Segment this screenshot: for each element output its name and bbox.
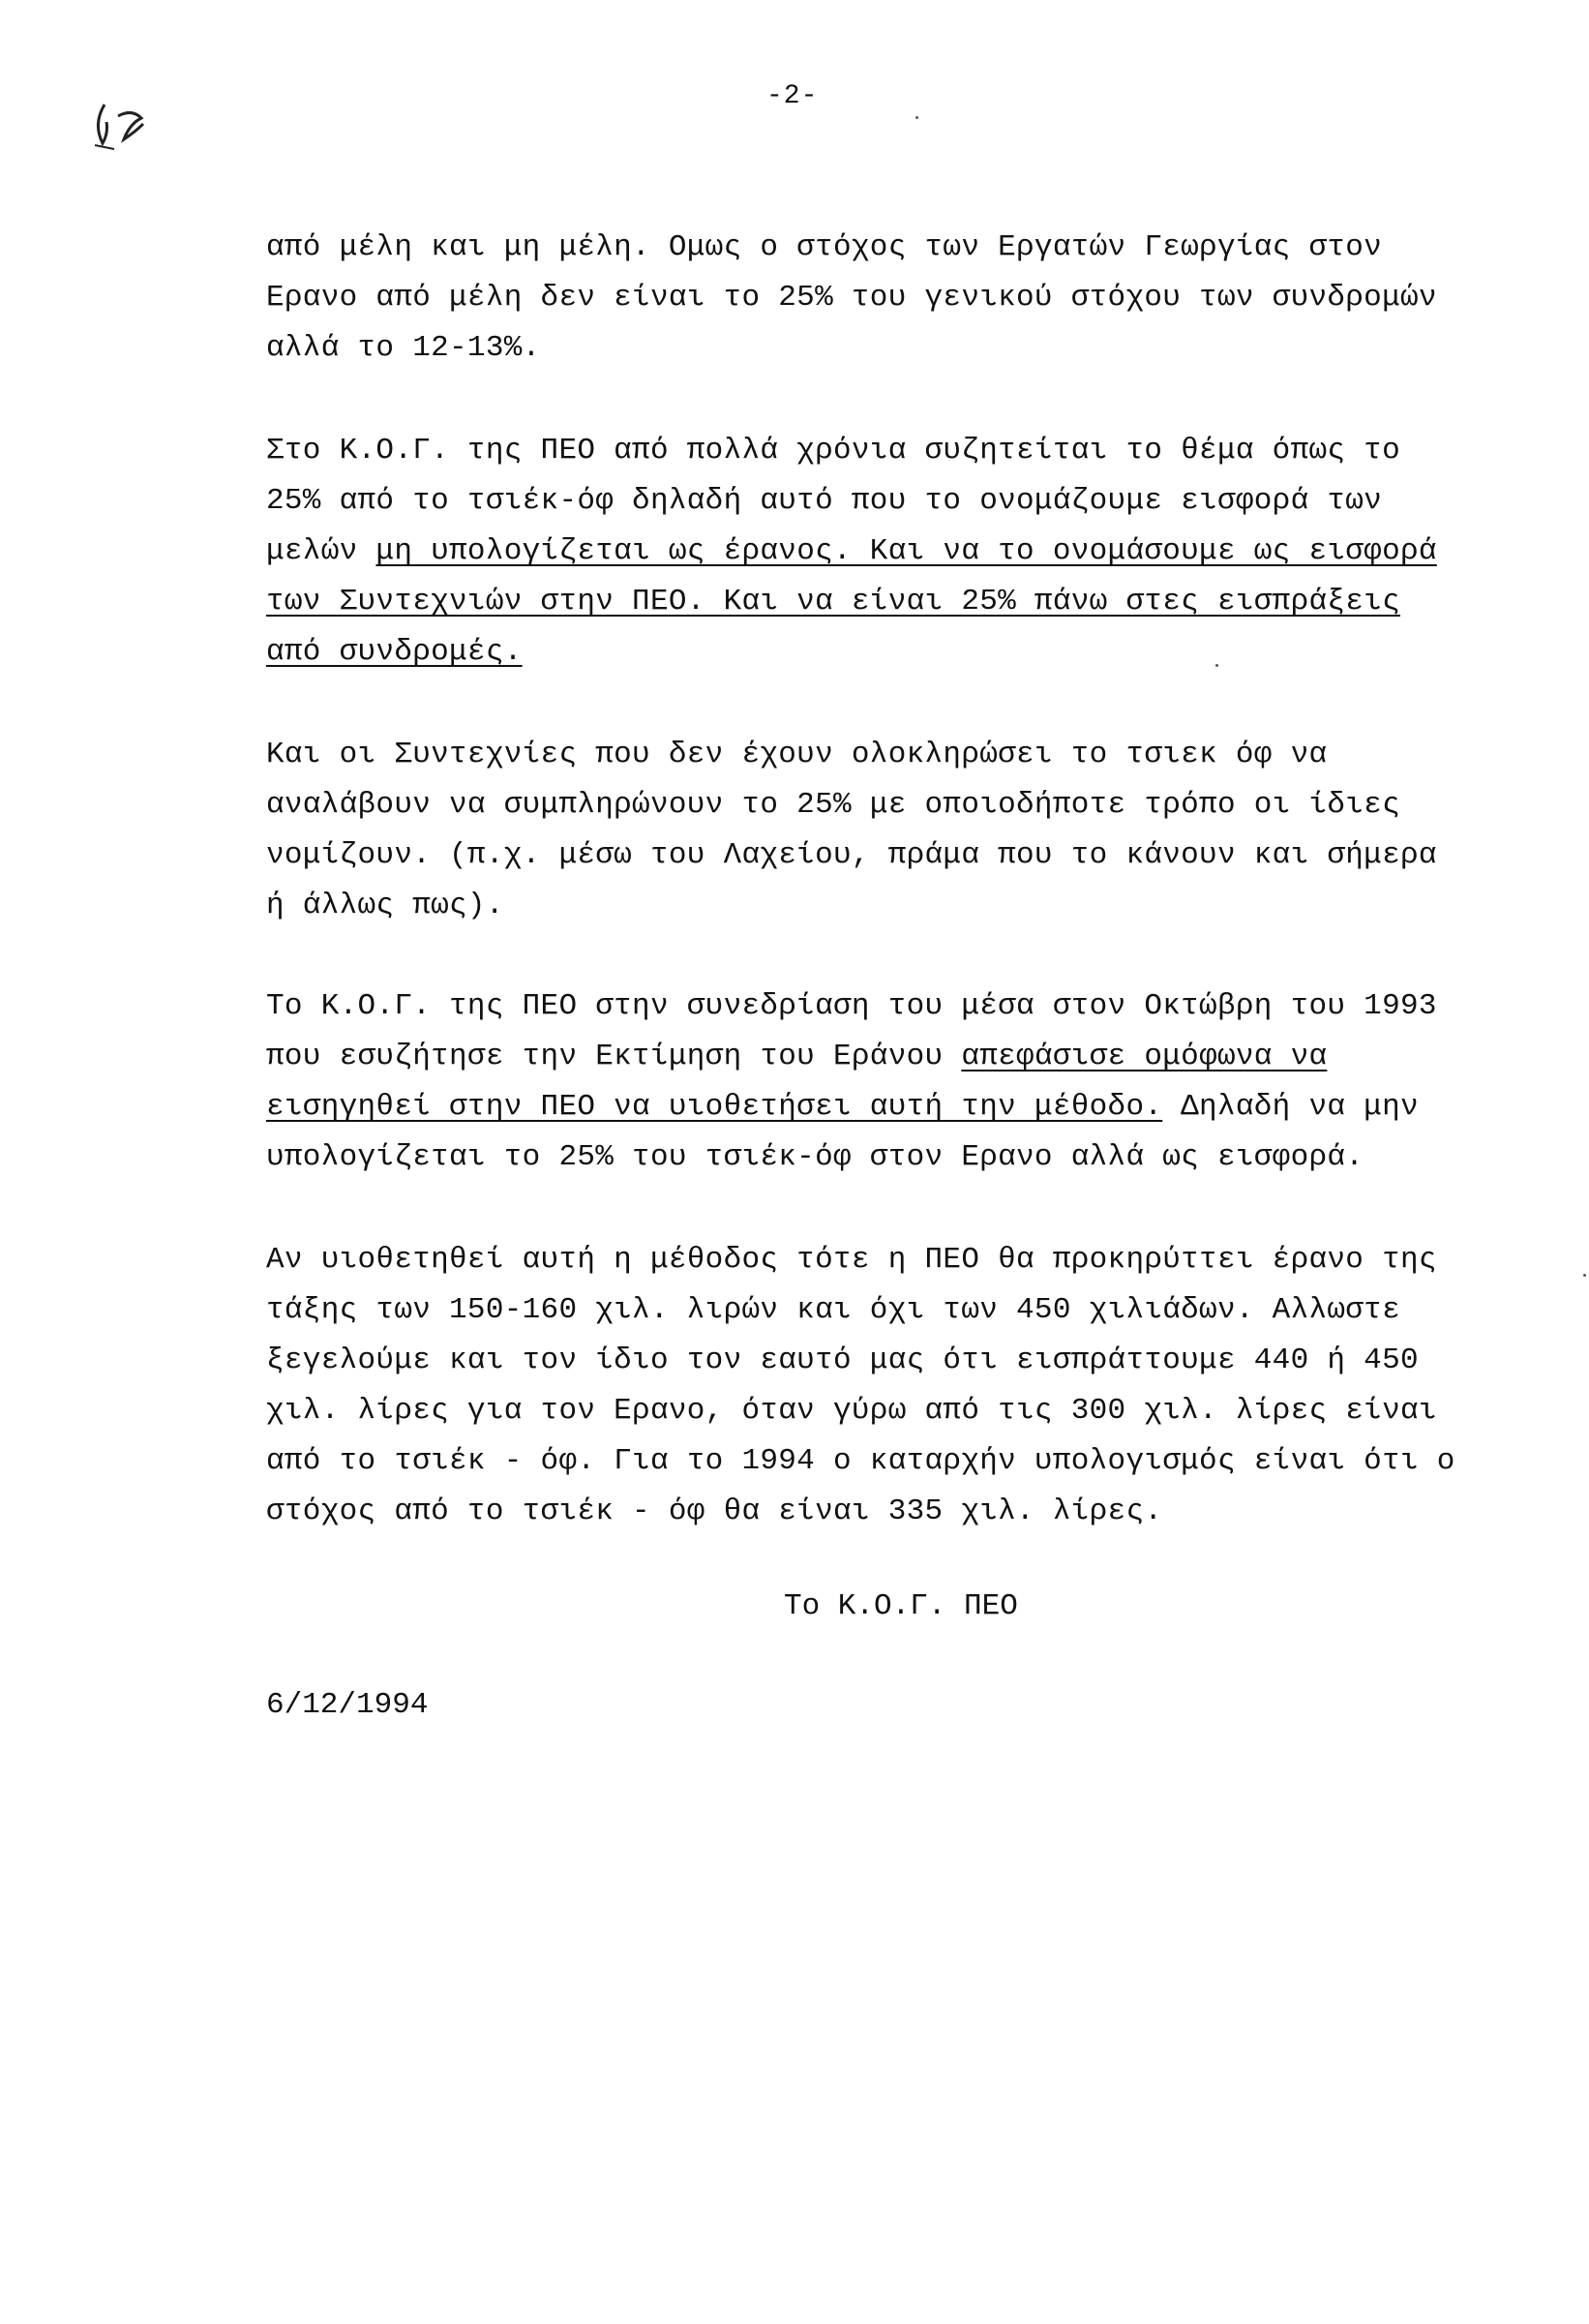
text-segment: τάξης των 150-160 χιλ. λιρών και όχι των 450 χιλιάδων. Αλλωστε [266, 1293, 1400, 1327]
text-segment: Δηλαδή να μην [1162, 1090, 1419, 1124]
text-segment: αλλά το 12-13%. [266, 331, 541, 365]
handwritten-mark [85, 95, 172, 153]
text-line [266, 476, 1383, 527]
underlined-text: μη υπολογίζεται ως έρανος. Και να το ονομάσουμε ως εισφορά [375, 534, 1437, 568]
text-line [266, 981, 1437, 1032]
paragraph-5 [266, 1235, 1455, 1537]
text-line [266, 223, 1383, 273]
text-segment: από μέλη και μη μέλη. Ομως ο στόχος των Εργατών Γεωργίας στον [266, 230, 1383, 264]
text-line [266, 577, 1400, 627]
underlined-text: των Συντεχνιών στην ΠΕΟ. Και να είναι 25% πάνω στες εισπράξεις [266, 585, 1400, 619]
text-segment: 25% από το τσιέκ-όφ δηλαδή αυτό που το ονομάζουμε εισφορά των [266, 484, 1383, 518]
text-line [266, 1032, 1331, 1082]
text-line [266, 780, 1400, 830]
text-segment: υπολογίζεται το 25% του τσιέκ-όφ στον Ερανο αλλά ως εισφορά. [266, 1140, 1364, 1174]
text-line [266, 1132, 1364, 1183]
text-line [266, 527, 1437, 577]
page-number: -2- [766, 81, 819, 111]
text-segment: Στο Κ.Ο.Γ. της ΠΕΟ από πολλά χρόνια συζητείται το θέμα όπως το [266, 434, 1400, 468]
underlined-text: απεφάσισε ομόφωνα να [961, 1040, 1328, 1073]
text-segment: Και οι Συντεχνίες που δεν έχουν ολοκληρώσει το τσιεκ όφ να [266, 738, 1328, 771]
text-segment: αναλάβουν να συμπληρώνουν το 25% με οποιοδήποτε τρόπο οι ίδιες [266, 788, 1400, 822]
text-segment: Το Κ.Ο.Γ. της ΠΕΟ στην συνεδρίαση του μέσα στον Οκτώβρη του 1993 [266, 989, 1437, 1023]
text-line [266, 1235, 1437, 1285]
scan-speck [1583, 1274, 1586, 1277]
text-line [266, 830, 1437, 881]
text-segment: νομίζουν. (π.χ. μέσω του Λαχείου, πράμα που το κάνουν και σήμερα [266, 838, 1437, 872]
text-line [266, 1386, 1437, 1436]
text-segment: που εσυζήτησε την Εκτίμηση του Εράνου [266, 1040, 962, 1073]
text-line [266, 273, 1437, 323]
underlined-text: εισηγηθεί στην ΠΕΟ να υιοθετήσει αυτή την μέθοδο. [266, 1090, 1163, 1124]
text-segment: από το τσιέκ - όφ. Για το 1994 ο καταρχήν υπολογισμός είναι ότι ο [266, 1444, 1455, 1478]
text-line [266, 1436, 1455, 1487]
paragraph-2 [266, 426, 1437, 678]
text-line [266, 730, 1331, 780]
text-segment: ή άλλως πως). [266, 889, 504, 922]
scan-speck [915, 116, 918, 119]
text-segment: μελών [266, 534, 376, 568]
underlined-text: από συνδρομές. [266, 635, 523, 669]
scan-speck [1215, 664, 1218, 667]
text-segment: Αν υιοθετηθεί αυτή η μέθοδος τότε η ΠΕΟ θα προκηρύττει έρανο της [266, 1243, 1437, 1277]
signature: Το Κ.Ο.Γ. ΠΕΟ [784, 1589, 1018, 1623]
paragraph-3 [266, 730, 1437, 931]
date: 6/12/1994 [266, 1688, 429, 1722]
text-segment: Ερανο από μέλη δεν είναι το 25% του γενικού στόχου των συνδρομών [266, 281, 1437, 315]
text-line [266, 426, 1400, 476]
text-line [266, 881, 1331, 931]
text-segment: χιλ. λίρες για τον Ερανο, όταν γύρω από τις 300 χιλ. λίρες είναι [266, 1394, 1437, 1428]
paragraph-1 [266, 223, 1437, 374]
text-line [266, 323, 1331, 374]
text-line [266, 627, 1331, 678]
text-line [266, 1487, 1331, 1537]
text-segment: ξεγελούμε και τον ίδιο τον εαυτό μας ότι εισπράττουμε 440 ή 450 [266, 1343, 1419, 1377]
text-line [266, 1082, 1419, 1132]
text-line [266, 1336, 1419, 1386]
paragraph-4 [266, 981, 1437, 1183]
text-line [266, 1285, 1400, 1336]
text-segment: στόχος από το τσιέκ - όφ θα είναι 335 χιλ. λίρες. [266, 1494, 1163, 1528]
